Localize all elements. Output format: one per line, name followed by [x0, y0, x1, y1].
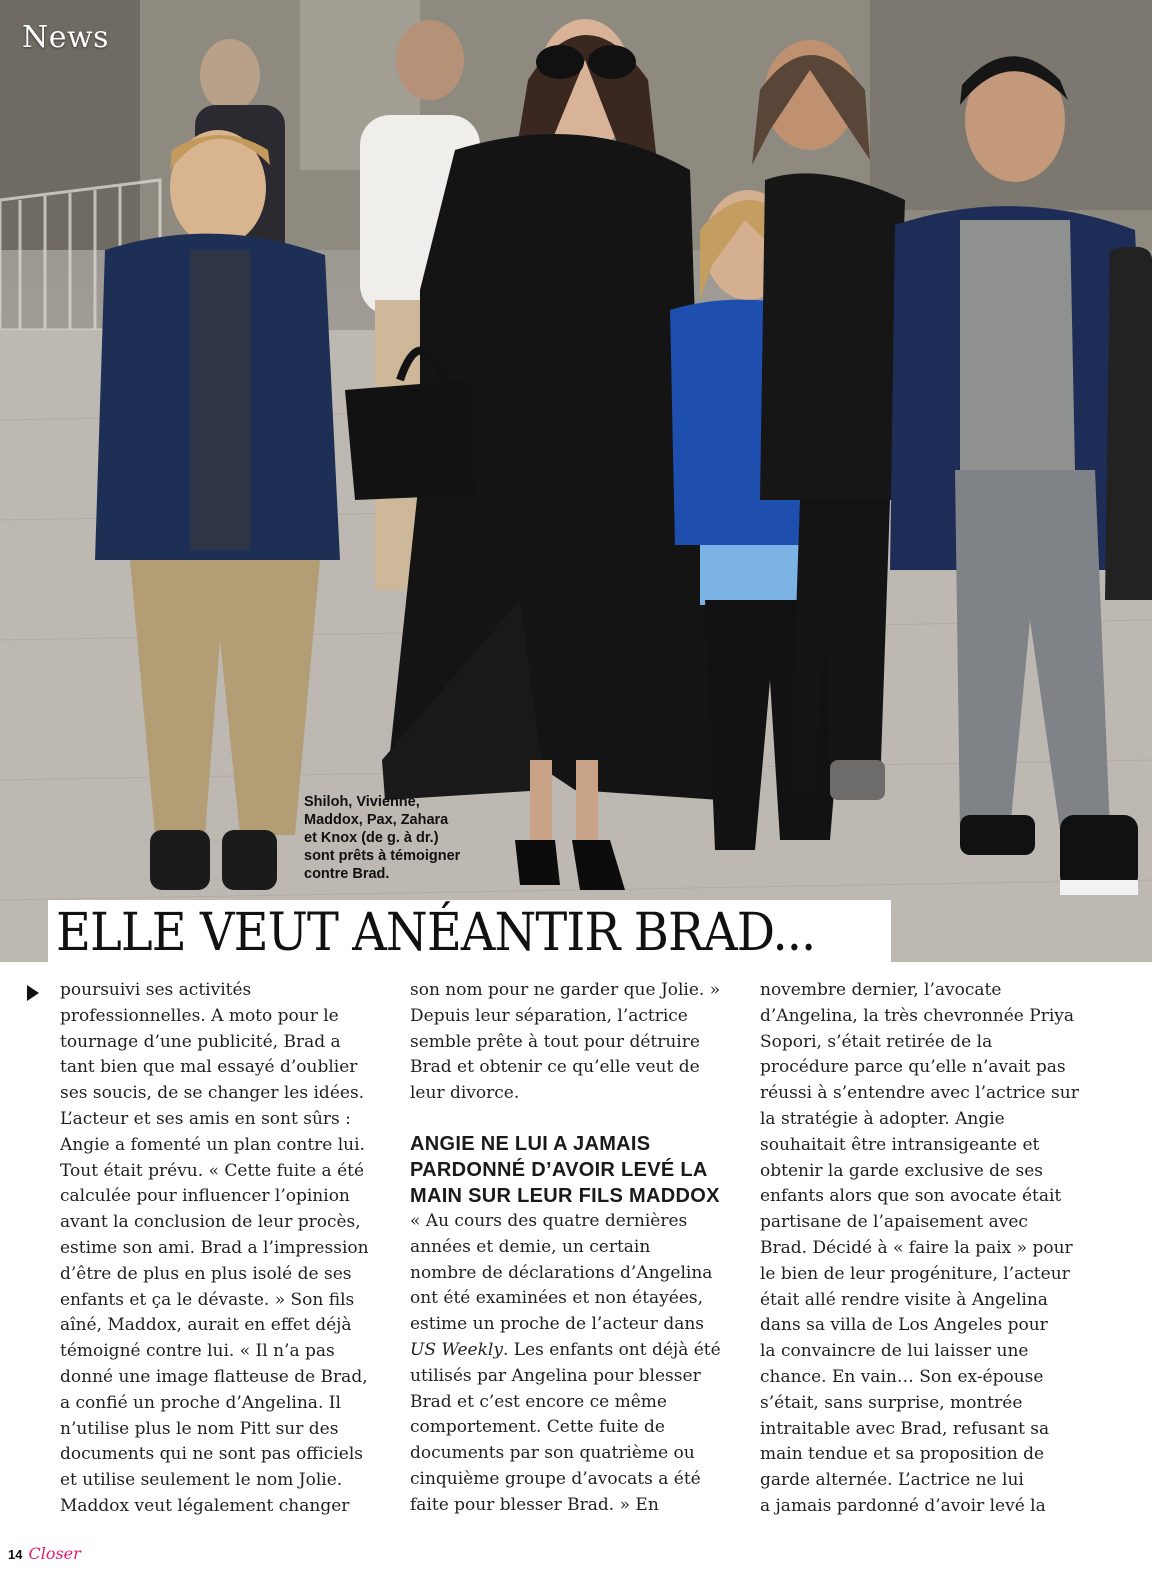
- text-line: partisane de l’apaisement avec: [760, 1212, 1028, 1233]
- article-column-1: [60, 978, 390, 1520]
- caption-line: contre Brad.: [304, 866, 390, 882]
- text-line: ont été examinées et non étayées,: [410, 1288, 704, 1309]
- photo-caption: [304, 793, 494, 883]
- text-line: années et demie, un certain: [410, 1236, 651, 1257]
- publication-name: US Weekly: [410, 1339, 503, 1360]
- text-line: s’était, sans surprise, montrée: [760, 1392, 1023, 1413]
- text-line: estime un proche de l’acteur dans: [410, 1314, 705, 1335]
- text-line: enfants alors que son avocate était: [760, 1186, 1062, 1207]
- text-line: ses soucis, de se changer les idées.: [60, 1083, 365, 1104]
- text-line: faite pour blesser Brad. » En: [410, 1494, 659, 1515]
- headline-box: [48, 900, 891, 966]
- text-line: semble prête à tout pour détruire: [410, 1031, 700, 1052]
- subheading: ANGIE NE LUI A JAMAIS: [410, 1132, 651, 1155]
- caption-line: Shiloh, Vivienne,: [304, 794, 420, 810]
- text-line: Maddox veut légalement changer: [60, 1495, 350, 1516]
- text-line: et utilise seulement le nom Jolie.: [60, 1470, 343, 1491]
- text-line: garde alternée. L’actrice ne lui: [760, 1470, 1024, 1491]
- text-line: main tendue et sa proposition de: [760, 1444, 1045, 1465]
- text-line: n’utilise plus le nom Pitt sur des: [60, 1418, 339, 1439]
- text-line: procédure parce qu’elle n’avait pas: [760, 1057, 1066, 1078]
- text-line: dans sa villa de Los Angeles pour: [760, 1315, 1048, 1336]
- text-line: documents par son quatrième ou: [410, 1443, 695, 1464]
- text-line: calculée pour influencer l’opinion: [60, 1186, 350, 1207]
- text-line: estime son ami. Brad a l’impression: [60, 1237, 369, 1258]
- text-line: le bien de leur progéniture, l’acteur: [760, 1263, 1070, 1284]
- text-line: enfants et ça le dévaste. » Son fils: [60, 1289, 355, 1310]
- text-line: a jamais pardonné d’avoir levé la: [760, 1495, 1046, 1516]
- paragraph-gap: [410, 1107, 740, 1131]
- caption-line: sont prêts à témoigner: [304, 848, 461, 864]
- page-number: 14: [8, 1547, 23, 1562]
- subheading: PARDONNÉ D’AVOIR LEVÉ LA: [410, 1158, 708, 1181]
- text-line: poursuivi ses activités: [60, 980, 252, 1000]
- text-line: obtenir la garde exclusive de ses: [760, 1160, 1044, 1181]
- text-line: la convaincre de lui laisser une: [760, 1341, 1029, 1362]
- text-line: son nom pour ne garder que Jolie. »: [410, 980, 721, 1000]
- text-line: nombre de déclarations d’Angelina: [410, 1262, 713, 1283]
- text-line: professionnelles. A moto pour le: [60, 1005, 339, 1026]
- text-line: Brad et c’est encore ce même: [410, 1391, 667, 1412]
- text-line: tant bien que mal essayé d’oublier: [60, 1057, 358, 1078]
- text-line: avant la conclusion de leur procès,: [60, 1212, 361, 1233]
- text-line: Brad. Décidé à « faire la paix » pour: [760, 1237, 1073, 1258]
- caption-line: et Knox (de g. à dr.): [304, 830, 439, 846]
- text-line: d’être de plus en plus isolé de ses: [60, 1263, 352, 1284]
- page-footer: [8, 1544, 81, 1566]
- text-line: Depuis leur séparation, l’actrice: [410, 1005, 688, 1026]
- text-line-with-italic: [410, 1338, 740, 1364]
- text-fragment: . Les enfants ont déjà été: [502, 1339, 721, 1360]
- text-line: tournage d’une publicité, Brad a: [60, 1031, 341, 1052]
- text-line: novembre dernier, l’avocate: [760, 980, 1002, 1000]
- text-line: donné une image flatteuse de Brad,: [60, 1366, 368, 1387]
- section-label: News: [22, 20, 110, 55]
- text-line: cinquième groupe d’avocats a été: [410, 1468, 701, 1489]
- text-line: leur divorce.: [410, 1083, 520, 1104]
- text-line: souhaitait être intransigeante et: [760, 1134, 1040, 1155]
- text-line: a confié un proche d’Angelina. Il: [60, 1392, 341, 1413]
- headline: ELLE VEUT ANÉANTIR BRAD...: [56, 903, 816, 963]
- text-line: la stratégie à adopter. Angie: [760, 1108, 1005, 1129]
- text-line: « Au cours des quatre dernières: [410, 1210, 688, 1231]
- text-line: Sopori, s’était retirée de la: [760, 1031, 993, 1052]
- subheading: MAIN SUR LEUR FILS MADDOX: [410, 1184, 720, 1207]
- text-line: comportement. Cette fuite de: [410, 1417, 665, 1438]
- article-column-2: [410, 978, 740, 1519]
- text-line: d’Angelina, la très chevronnée Priya: [760, 1005, 1075, 1026]
- magazine-logo: Closer: [28, 1544, 81, 1563]
- text-line: aîné, Maddox, aurait en effet déjà: [60, 1315, 352, 1336]
- text-line: Angie a fomenté un plan contre lui.: [60, 1134, 365, 1155]
- text-line: Brad et obtenir ce qu’elle veut de: [410, 1057, 700, 1078]
- text-line: était allé rendre visite à Angelina: [760, 1289, 1048, 1310]
- article-column-3: [760, 978, 1090, 1520]
- text-line: Tout était prévu. « Cette fuite a été: [60, 1160, 365, 1181]
- text-line: intraitable avec Brad, refusant sa: [760, 1418, 1050, 1439]
- text-line: L’acteur et ses amis en sont sûrs :: [60, 1108, 351, 1129]
- text-line: témoigné contre lui. « Il n’a pas: [60, 1341, 335, 1362]
- caption-line: Maddox, Pax, Zahara: [304, 812, 449, 828]
- continuation-arrow-icon: [27, 985, 39, 1001]
- text-line: réussi à s’entendre avec l’actrice sur: [760, 1083, 1079, 1104]
- text-line: utilisés par Angelina pour blesser: [410, 1365, 701, 1386]
- text-line: chance. En vain… Son ex-épouse: [760, 1366, 1044, 1387]
- text-line: documents qui ne sont pas officiels: [60, 1444, 363, 1465]
